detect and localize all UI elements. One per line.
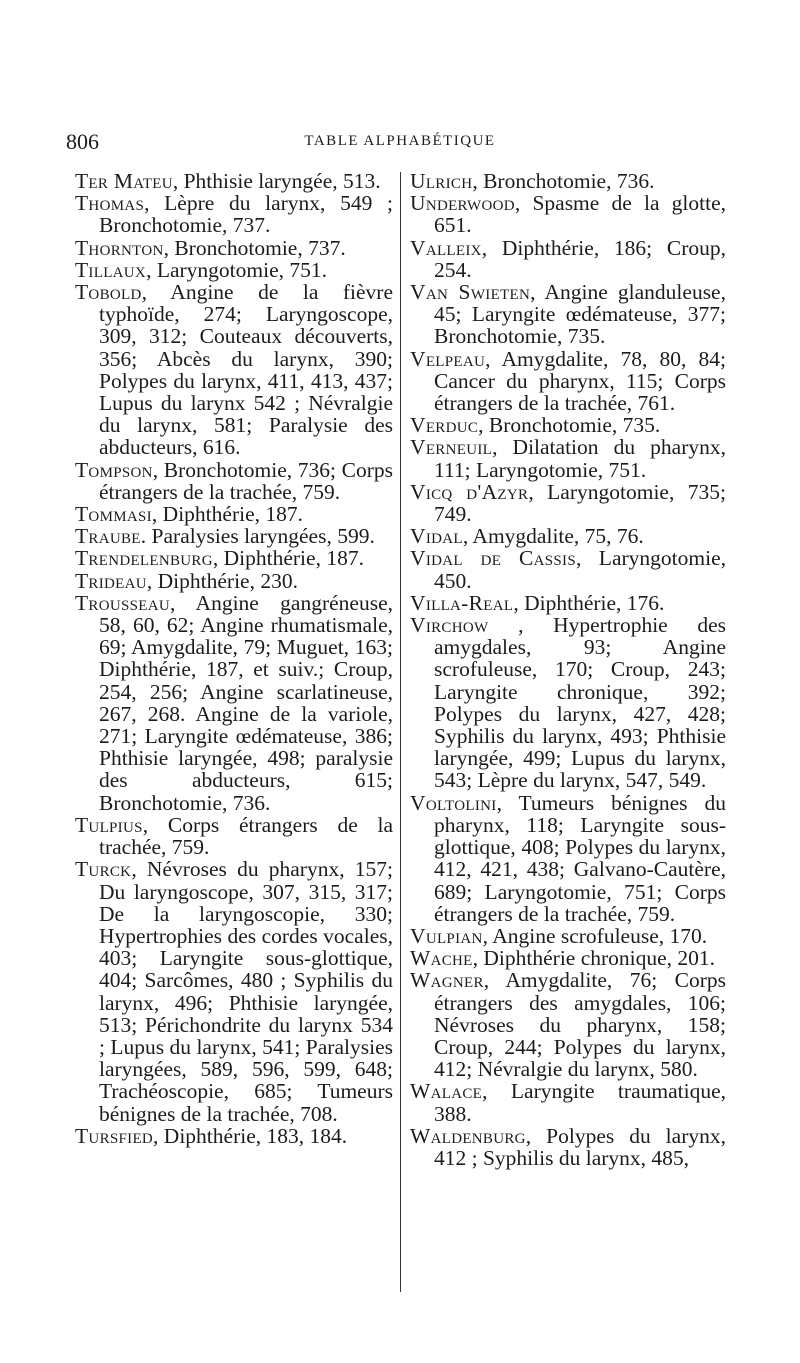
entry-references: , Bronchotomie, 735.	[478, 413, 661, 438]
index-entry	[410, 1125, 726, 1169]
entry-references: , Névroses du pharynx, 157; Du laryngoscope, 307, 315, 317; De la laryngoscopie, 330; Hypertrophies des cordes vocales, 403; Laryngite sous-glottique, 404; Sarcômes, 480 ; Syphilis du larynx, 496; Phthisie laryngée, 513; Périchondrite du larynx 534 ; Lupus du larynx, 541; Paralysies laryngées, 589, 596, 599, 648; Trachéoscopie, 685; Tumeurs bénignes de la trachée, 708.	[99, 857, 393, 1126]
entry-references: , Amygdalite, 75, 76.	[462, 524, 644, 549]
entry-references: , Diphthérie, 187.	[151, 502, 303, 527]
author-name: Trendelenburg	[75, 546, 213, 571]
entry-references: , Diphthérie, 187.	[212, 546, 364, 571]
author-name: Tillaux	[75, 257, 147, 282]
author-name: Thomas	[75, 191, 145, 216]
entry-references: , Bronchotomie, 737.	[163, 235, 346, 260]
entry-references: . Paralysies laryngées, 599.	[140, 524, 375, 549]
index-entry	[410, 348, 726, 415]
index-entry	[75, 459, 393, 503]
author-name: Wagner	[410, 968, 484, 993]
index-entry	[410, 170, 726, 192]
running-title: TABLE ALPHABÉTIQUE	[304, 133, 496, 149]
author-name: Tompson	[75, 457, 153, 482]
entry-references: , Diphthérie, 186; Croup, 254.	[434, 235, 726, 282]
author-name: Vidal	[410, 524, 463, 549]
entry-references: , Laryngotomie, 751.	[146, 257, 327, 282]
index-entry	[75, 503, 393, 525]
index-entry	[75, 814, 393, 858]
author-name: Verneuil	[410, 435, 493, 460]
entry-references: , Amygdalite, 78, 80, 84; Cancer du pharynx, 115; Corps étrangers de la trachée, 761.	[434, 346, 726, 416]
author-name: Vicq d'Azyr	[410, 479, 529, 504]
entry-references: , Bronchotomie, 736; Corps étrangers de la trachée, 759.	[99, 457, 393, 504]
index-entry	[75, 547, 393, 569]
index-entry	[410, 925, 726, 947]
author-name: Trousseau	[75, 590, 171, 615]
index-column-left	[75, 170, 393, 1147]
author-name: Vidal de Cassis	[410, 546, 576, 571]
index-entry	[410, 237, 726, 281]
entry-references: , Diphthérie, 230.	[146, 568, 298, 593]
index-entry	[410, 547, 726, 591]
author-name: Traube	[75, 524, 141, 549]
index-entry	[410, 436, 726, 480]
author-name: Waldenburg	[410, 1123, 526, 1148]
index-entry	[410, 281, 726, 348]
author-name: Villa-Real	[410, 590, 514, 615]
author-name: Thornton	[75, 235, 164, 260]
entry-references: , Diphthérie, 176.	[513, 590, 665, 615]
index-entry	[75, 858, 393, 1124]
index-entry	[75, 192, 393, 236]
author-name: Vulpian	[410, 923, 483, 948]
index-column-right	[410, 170, 726, 1169]
author-name: Walace	[410, 1079, 483, 1104]
index-entry	[410, 792, 726, 925]
author-name: Ter Mateu	[75, 169, 173, 193]
index-entry	[75, 259, 393, 281]
index-entry	[75, 170, 393, 192]
page-number: 806	[66, 129, 99, 154]
author-name: Tobold	[75, 280, 142, 305]
author-name: Voltolini	[410, 790, 497, 815]
author-name: Valleix	[410, 235, 482, 260]
entry-references: , Spasme de la glotte, 651.	[434, 191, 726, 238]
author-name: Verduc	[410, 413, 479, 438]
index-entry	[410, 481, 726, 525]
index-entry	[410, 414, 726, 436]
index-entry	[410, 1080, 726, 1124]
entry-references: , Angine glanduleuse, 45; Laryngite œdémateuse, 377; Bronchotomie, 735.	[434, 280, 726, 349]
entry-references: , Laryngotomie, 450.	[434, 546, 726, 593]
entry-references: , Diphthérie, 183, 184.	[153, 1123, 348, 1148]
author-name: Tommasi	[75, 502, 152, 527]
index-entry	[75, 592, 393, 814]
entry-references: , Laryngite traumatique, 388.	[434, 1079, 726, 1126]
column-divider	[400, 172, 401, 1292]
author-name: Ulrich	[410, 169, 473, 193]
entry-references: , Corps étrangers de la trachée, 759.	[99, 812, 393, 860]
entry-references: , Angine scrofuleuse, 170.	[482, 923, 708, 948]
author-name: Virchow	[410, 613, 489, 638]
entry-references: , Dilatation du pharynx, 111; Laryngotomie, 751.	[434, 435, 726, 482]
index-entry	[410, 592, 726, 614]
index-entry	[410, 947, 726, 969]
index-entry	[75, 237, 393, 259]
entry-references: , Lèpre du larynx, 549 ; Bronchotomie, 737.	[99, 191, 393, 238]
index-entry	[410, 969, 726, 1080]
author-name: Van Swieten	[410, 280, 531, 305]
author-name: Tursfied	[75, 1123, 154, 1148]
author-name: Velpeau	[410, 346, 486, 371]
index-entry	[410, 614, 726, 792]
author-name: Underwood	[410, 191, 515, 216]
author-name: Turck	[75, 857, 132, 882]
index-entry	[75, 525, 393, 547]
index-entry	[75, 281, 393, 459]
entry-references: , Phthisie laryngée, 513.	[172, 169, 381, 193]
author-name: Trideau	[75, 568, 147, 593]
author-name: Tulpius	[75, 812, 143, 837]
entry-references: , Hypertrophie des amygdales, 93; Angine scrofuleuse, 170; Croup, 243; Laryngite chronique, 392; Polypes du larynx, 427, 428; Syphilis du larynx, 493; Phthisie laryngée, 499; Lupus du larynx, 543; Lèpre du larynx, 547, 549.	[434, 613, 726, 793]
entry-references: , Polypes du larynx, 412 ; Syphilis du larynx, 485,	[434, 1123, 726, 1170]
entry-references: , Angine gangréneuse, 58, 60, 62; Angine rhumatismale, 69; Amygdalite, 79; Muguet, 163; Diphthérie, 187, et suiv.; Croup, 254, 256; Angine scarlatineuse, 267, 268. Angine de la variole, 271; Laryngite œdémateuse, 386; Phthisie laryngée, 498; paralysie des abducteurs, 615; Bronchotomie, 736.	[99, 590, 393, 815]
entry-references: , Bronchotomie, 736.	[472, 169, 655, 193]
author-name: Wache	[410, 946, 473, 971]
index-entry	[75, 570, 393, 592]
entry-references: , Diphthérie chronique, 201.	[472, 946, 716, 971]
entry-references: , Amygdalite, 76; Corps étrangers des amygdales, 106; Névroses du pharynx, 158; Croup, 244; Polypes du larynx, 412; Névralgie du larynx, 580.	[434, 968, 726, 1082]
index-entry	[410, 192, 726, 236]
entry-references: , Tumeurs bénignes du pharynx, 118; Laryngite sous-glottique, 408; Polypes du larynx, 412, 421, 438; Galvano-Cautère, 689; Laryngotomie, 751; Corps étrangers de la trachée, 759.	[434, 790, 726, 926]
entry-references: , Laryngotomie, 735; 749.	[434, 479, 726, 527]
index-entry	[410, 525, 726, 547]
entry-references: , Angine de la fièvre typhoïde, 274; Laryngoscope, 309, 312; Couteaux découverts, 356; Abcès du larynx, 390; Polypes du larynx, 411, 413, 437; Lupus du larynx 542 ; Névralgie du larynx, 581; Paralysie des abducteurs, 616.	[99, 280, 393, 460]
index-entry	[75, 1125, 393, 1147]
